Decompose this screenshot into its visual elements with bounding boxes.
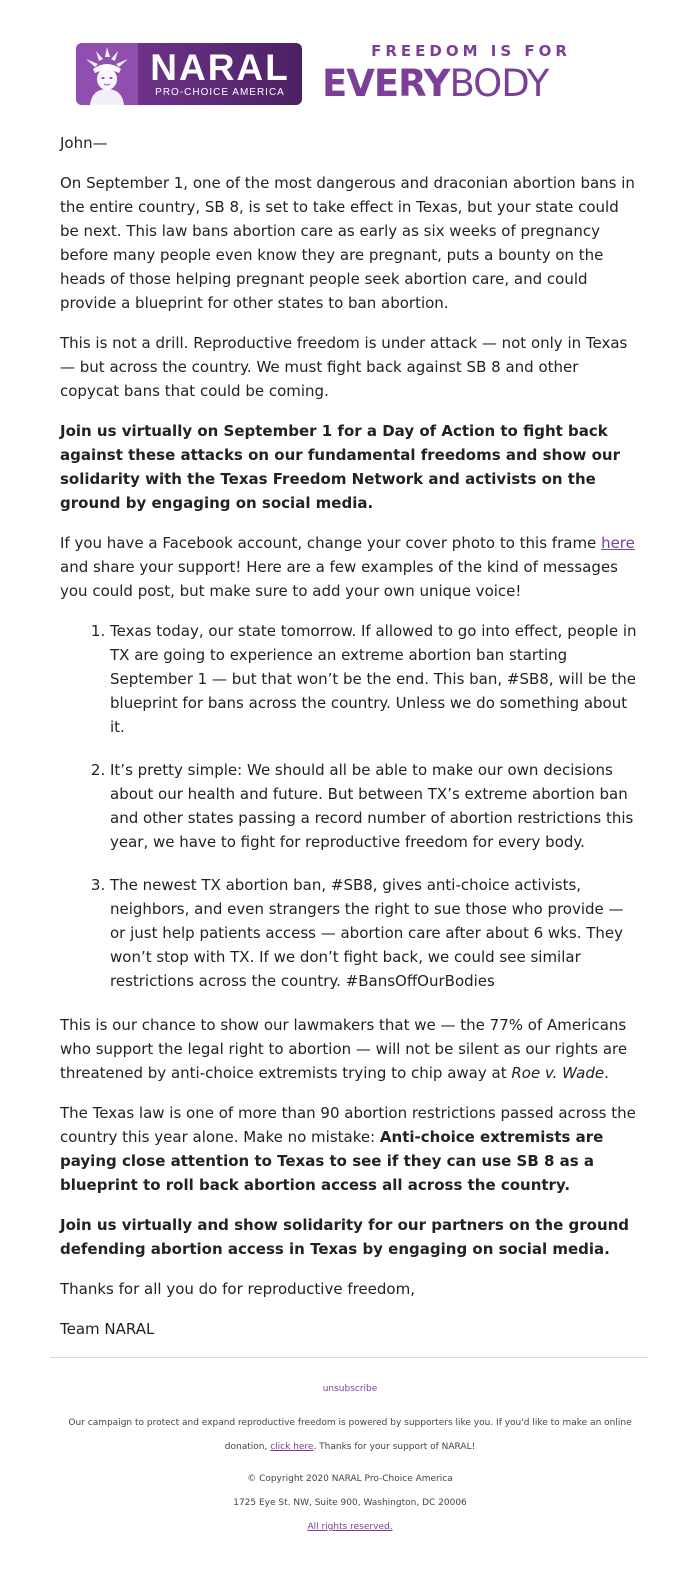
logo-subtitle: PRO-CHOICE AMERICA — [155, 87, 285, 98]
lawmakers-text: This is our chance to show our lawmakers that we — the 77% of Americans who support the legal right to abortion — will not be silent as our rights are threatened by anti-choice extremists trying to chip away at — [60, 1016, 628, 1082]
paragraph-not-a-drill: This is not a drill. Reproductive freedom is under attack — not only in Texas — but across the country. We must fight back against SB 8 and other copycat bans that could be coming. — [60, 334, 628, 400]
email-footer — [0, 1358, 700, 1539]
tagline-light-part: BODY — [449, 62, 549, 105]
unsubscribe-link[interactable]: unsubscribe — [322, 1384, 378, 1394]
paragraph-call-to-action: Join us virtually on September 1 for a Day of Action to fight back against these attacks on our fundamental freedoms and show our solidarity with the Texas Freedom Network and activists on the ground by engaging on social media. — [60, 422, 620, 512]
lawmakers-text-end: . — [604, 1064, 609, 1082]
list-item: 3. The newest TX abortion ban, #SB8, gives anti-choice activists, neighbors, and even strangers the right to sue those who provide — or just help patients access — abortion care after about 6 wks. They won’t stop with TX. If we don’t fight back, we could see similar restrictions across the country. #BansOffOurBodies — [110, 873, 640, 993]
donate-click-here-link[interactable]: click here — [270, 1442, 314, 1452]
facebook-text-after: and share your support! Here are a few examples of the kind of messages you could post, but make sure to add your own unique voice! — [60, 558, 618, 600]
texas-law-text: The Texas law is one of more than 90 abortion restrictions passed across the country this year alone. Make no mistake: — [60, 1104, 636, 1146]
paragraph-join-us: Join us virtually and show solidarity for our partners on the ground defending abortion access in Texas by engaging on social media. — [60, 1216, 630, 1258]
list-item: 2. It’s pretty simple: We should all be able to make our own decisions about our health and future. But between TX’s extreme abortion ban and other states passing a record number of abortion restrictions this year, we have to fight for reproductive freedom for every body. — [110, 758, 640, 854]
email-body — [0, 131, 700, 1341]
rights-row — [50, 1515, 650, 1539]
paragraph-facebook — [60, 531, 640, 603]
list-item: 1. Texas today, our state tomorrow. If allowed to go into effect, people in TX are going to experience an extreme abortion ban starting September 1 — but that won’t be the end. This ban, #SB8, will be the blueprint for bans across the country. Unless we do something about it. — [110, 619, 640, 739]
copyright: © Copyright 2020 NARAL Pro-Choice America — [247, 1474, 453, 1484]
tagline-bold-part: EVERY — [322, 62, 450, 105]
closing-line: Thanks for all you do for reproductive freedom, — [60, 1280, 415, 1298]
unsubscribe-row — [50, 1377, 650, 1401]
all-rights-reserved-link[interactable]: All rights reserved. — [307, 1522, 393, 1532]
tagline-bottom — [322, 61, 622, 107]
paragraph-intro: On September 1, one of the most dangerous and draconian abortion bans in the entire country, SB 8, is set to take effect in Texas, but your state could be next. This law bans abortion care as early as six weeks of pregnancy before many people even know they are pregnant, puts a bounty on the heads of those helping pregnant people seek abortion care, and could provide a blueprint for other states to ban abortion. — [60, 174, 635, 312]
roe-v-wade-text: Roe v. Wade — [511, 1064, 605, 1082]
example-messages-list — [60, 619, 640, 993]
facebook-text-before: If you have a Facebook account, change your cover photo to this frame — [60, 534, 602, 552]
logo-name: NARAL — [150, 47, 290, 88]
texas-law-bold-text: Anti-choice extremists are paying close attention to Texas to see if they can use SB 8 as a blueprint to roll back abortion access all across the country. — [60, 1128, 604, 1194]
address: 1725 Eye St. NW, Suite 900, Washington, DC 20006 — [233, 1498, 467, 1508]
tagline-top: FREEDOM IS FOR — [371, 42, 571, 60]
frame-here-link[interactable]: here — [601, 534, 635, 552]
naral-logo — [76, 43, 302, 105]
paragraph-texas-law — [60, 1101, 640, 1197]
donation-pitch — [50, 1411, 650, 1459]
greeting: John— — [60, 134, 108, 152]
paragraph-lawmakers — [60, 1013, 640, 1085]
donation-text-after: . Thanks for your support of NARAL! — [313, 1442, 476, 1452]
email-header — [0, 0, 700, 125]
signature: Team NARAL — [60, 1320, 155, 1338]
donation-text-before: Our campaign to protect and expand reproductive freedom is powered by supporters like you. If you'd like to make an online donation, — [68, 1418, 632, 1452]
statue-of-liberty-icon — [76, 43, 138, 105]
